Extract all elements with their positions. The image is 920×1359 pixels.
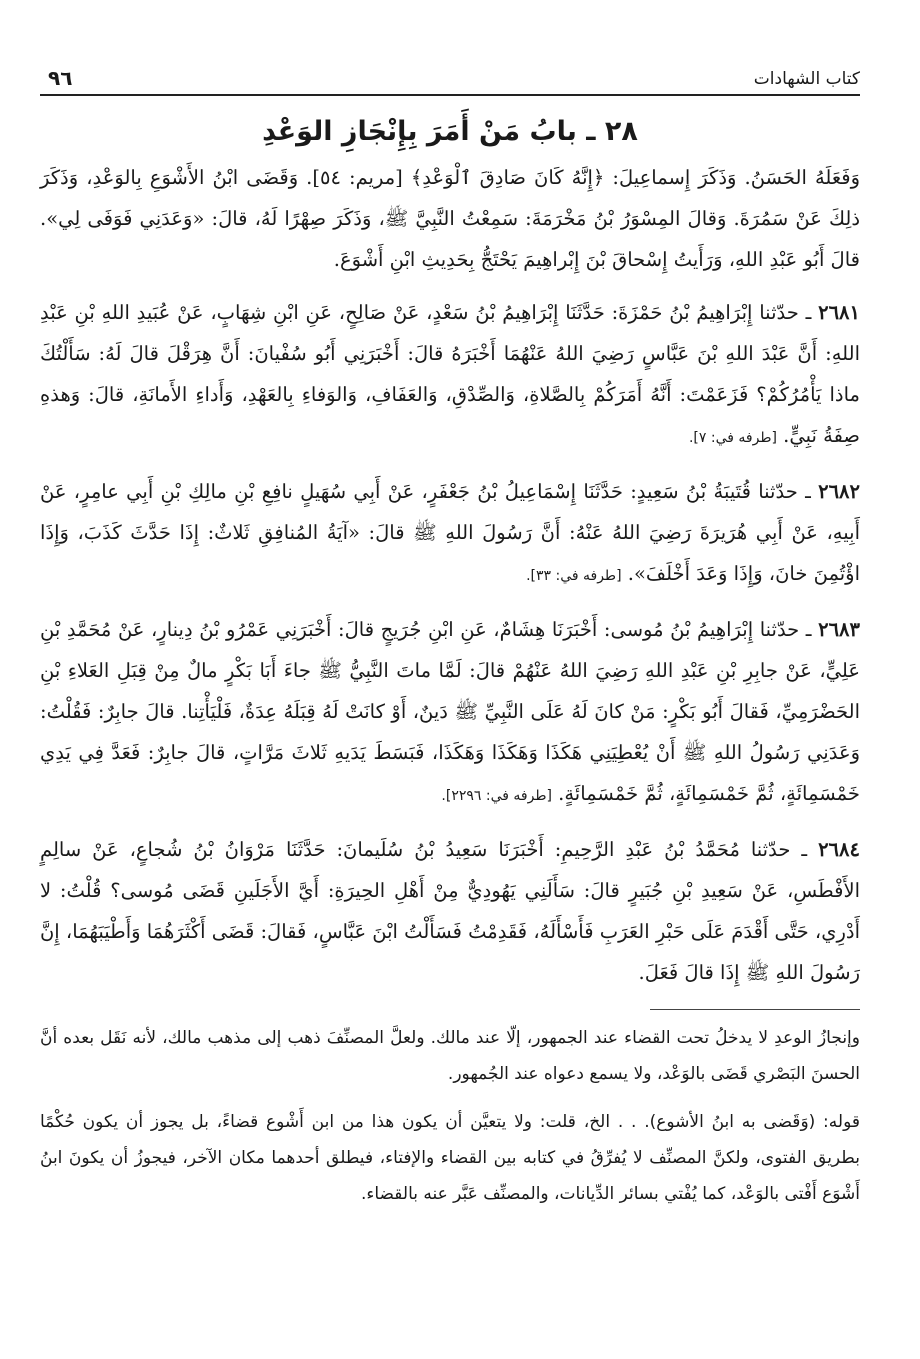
header-rule	[40, 94, 860, 96]
running-header	[40, 50, 860, 88]
book-page	[40, 50, 860, 1212]
hadith-number: ٢٦٨٤	[818, 838, 860, 862]
hadith-reference: [طرفه في: ٣٣].	[526, 568, 622, 585]
hadith-reference: [طرفه في: ٢٢٩٦].	[441, 788, 552, 805]
hadith-text: حدّثنا مُحَمَّدُ بْنُ عَبْدِ الرَّحِيمِ: أَخْبَرَنَا سَعِيدُ بْنُ سُلَيمانَ: حَدَّثَنَا مَرْوَانُ بْنُ شُجاعٍ، عَنْ سالِمٍ الأَفْطَسِ، عَنْ سَعِيدِ بْنِ جُبَيرٍ قالَ: سَأَلَنِي يَهُودِيٌّ مِنْ أَهْلِ الحِيرَةِ: أَيَّ الأَجَلَينِ قَضَى مُوسى؟ قُلْتُ: لا أَدْرِي، حَتَّى أَقْدَمَ عَلَى حَبْرِ العَرَبِ فَأَسْأَلَهُ، فَقَدِمْتُ فَسَأَلْتُ ابْنَ عَبَّاسٍ، فَقالَ: قَضَى أَكْثَرَهُمَا وَأَطْيَبَهُمَا، إِنَّ رَسُولَ اللهِ ﷺ إِذَا قالَ فَعَلَ.	[39, 838, 860, 985]
page-number: ٩٦	[48, 66, 73, 90]
hadith-dash: ـ	[799, 618, 812, 642]
book-title: كتاب الشهادات	[753, 69, 860, 89]
hadith-entry	[40, 471, 860, 597]
hadith-dash: ـ	[797, 480, 811, 504]
chapter-intro: وَفَعَلَهُ الحَسَنُ. وَذَكَرَ إِسماعِيلَ: ﴿إِنَّهُ كَانَ صَادِقَ ٱلْوَعْدِ﴾ [مريم: ٥٤]. وَقَضَى ابْنُ الأَشْوَعِ بِالوَعْدِ، وَذَكَرَ ذلِكَ عَنْ سَمُرَةَ. وَقالَ المِسْوَرُ بْنُ مَخْرَمَةَ: سَمِعْتُ النَّبِيَّ ﷺ، وَذَكَرَ صِهْرًا لَهُ، قالَ: «وَعَدَنِي فَوَفَى لِي». قالَ أَبُو عَبْدِ اللهِ، وَرَأَيتُ إِسْحاقَ بْنَ إِبْراهِيمَ يَحْتَجُّ بِحَدِيثِ ابْنِ أَشْوَعَ.	[40, 166, 860, 272]
commentary-separator	[650, 1009, 860, 1010]
commentary-paragraph: قوله: (وَقَضى به ابنُ الأشوع). . . الخ، قلت: ولا يتعيَّن أن يكون هذا من ابن أَشْوع قضاءً، بل يجوز أن يكون حُكْمًا بطريق الفتوى، ولكنَّ المصنِّف لا يُفرِّقُ في كتابه بين القضاء والإفتاء، فيطلق أحدهما مكان الآخر، فيجوزُ أن يكونَ ابنُ أَشْوَع أَفْتى بالوَعْد، كما يُفْتي بسائر الدِّيانات، والمصنِّف عَبَّر عنه بالقضاء.	[40, 1112, 860, 1205]
hadith-number: ٢٦٨١	[818, 301, 860, 325]
hadith-dash: ـ	[790, 838, 808, 862]
hadith-dash: ـ	[798, 301, 812, 325]
hadith-number: ٢٦٨٢	[818, 480, 860, 504]
commentary-paragraph: وإنجازُ الوعدِ لا يدخلُ تحت القضاء عند الجمهور، إلّا عند مالك. ولعلَّ المصنِّفَ ذهب إلى مذهب مالك، لأنه نَقَل بعده أنَّ الحسنَ البَصْري قَضَى بالوَعْد، ولا يسمع دعواه عند الجُمهور.	[40, 1028, 860, 1085]
hadith-reference: [طرفه في: ٧].	[688, 430, 777, 447]
hadith-text: حدّثنا إِبْرَاهِيمُ بْنُ مُوسى: أَخْبَرَنَا هِشَامٌ، عَنِ ابْنِ جُرَيجٍ قالَ: أَخْبَرَنِي عَمْرُو بْنُ دِينارٍ، عَنْ مُحَمَّدِ بْنِ عَلِيٍّ، عَنْ جابِرِ بْنِ عَبْدِ اللهِ رَضِيَ اللهُ عَنْهُمْ قالَ: لَمَّا ماتَ النَّبِيُّ ﷺ جاءَ أَبَا بَكْرٍ مالٌ مِنْ قِبَلِ العَلاءِ بْنِ الحَضْرَمِيِّ، فَقالَ أَبُو بَكْرٍ: مَنْ كانَ لَهُ عَلَى النَّبِيِّ ﷺ دَينٌ، أَوْ كانَتْ لَهُ قِبَلَهُ عِدَةٌ، فَلْيَأْتِنا. قالَ جابِرٌ: فَقُلْتُ: وَعَدَنِي رَسُولُ اللهِ ﷺ أَنْ يُعْطِيَنِي هَكَذَا وَهَكَذَا وَهَكَذَا، فَبَسَطَ يَدَيهِ ثَلاثَ مَرَّاتٍ، قالَ جابِرٌ: فَعَدَّ فِي يَدِي خَمْسَمِائَةٍ، ثُمَّ خَمْسَمِائَةٍ، ثُمَّ خَمْسَمِائَةٍ.	[40, 618, 860, 806]
hadith-entry	[40, 292, 860, 459]
hadith-number: ٢٦٨٣	[818, 618, 860, 642]
hadith-text: حدّثنا إِبْرَاهِيمُ بْنُ حَمْزَةَ: حَدَّثَنَا إِبْرَاهِيمُ بْنُ سَعْدٍ، عَنْ صَالِحٍ، عَنِ ابْنِ شِهَابٍ، عَنْ عُبَيدِ اللهِ بْنِ عَبْدِ اللهِ: أَنَّ عَبْدَ اللهِ بْنَ عَبَّاسٍ رَضِيَ اللهُ عَنْهُمَا أَخْبَرَهُ قالَ: أَخْبَرَنِي أَبُو سُفْيانَ: أَنَّ هِرَقْلَ قالَ لَهُ: سَأَلْتُكَ ماذا يَأْمُرُكُمْ؟ فَزَعَمْتَ: أَنَّهُ أَمَرَكُمْ بِالصَّلاةِ، وَالصِّدْقِ، وَالعَفَافِ، وَالوَفاءِ بِالعَهْدِ، وَأَداءِ الأَمانَةِ، قالَ: وَهذهِ صِفَةُ نَبِيٍّ.	[40, 301, 860, 448]
hadith-entry	[40, 609, 860, 817]
hadith-text: حدّثنا قُتَيبَةُ بْنُ سَعِيدٍ: حَدَّثَنَا إِسْمَاعِيلُ بْنُ جَعْفَرٍ، عَنْ أَبِي سُهَيلٍ نافِعِ بْنِ مالِكِ بْنِ أَبِي عامِرٍ، عَنْ أَبِيهِ، عَنْ أَبِي هُرَيرَةَ رَضِيَ اللهُ عَنْهُ: أَنَّ رَسُولَ اللهِ ﷺ قالَ: «آيَةُ المُنافِقِ ثَلاثٌ: إِذَا حَدَّثَ كَذَبَ، وَإِذَا اؤْتُمِنَ خانَ، وَإِذَا وَعَدَ أَخْلَفَ».	[40, 480, 860, 586]
hadith-entry	[40, 829, 860, 993]
chapter-title: ٢٨ ـ بابُ مَنْ أَمَرَ بِإِنْجَازِ الوَعْدِ	[262, 116, 638, 147]
